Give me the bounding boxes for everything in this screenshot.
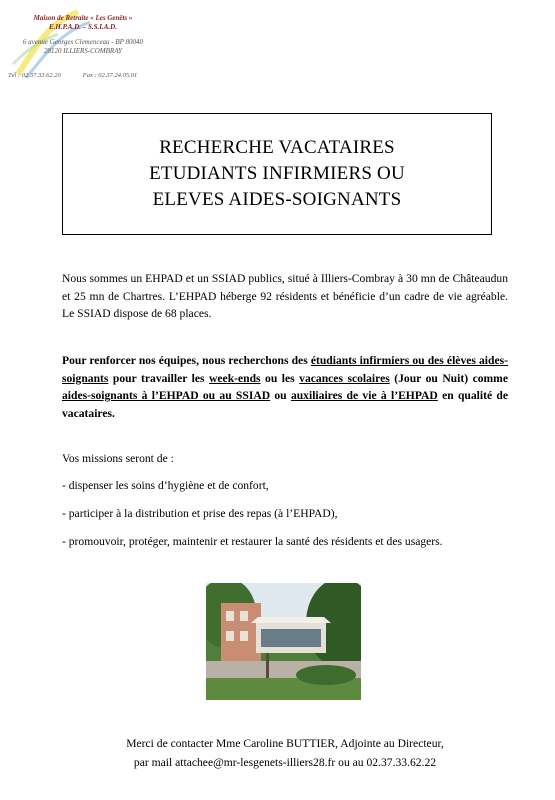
fax-number: Fax : 02.37.24.05.01 [82, 72, 138, 79]
title-box [62, 113, 492, 235]
intro-paragraph: Nous sommes un EHPAD et un SSIAD publics, situé à Illiers-Combray à 30 mn de Châteaudun et 25 mn de Chartres. L’EHPAD héberge 92 résidents et bénéficie d’un cadre de vie agréable. Le SSIAD dispose de 68 places. [62, 272, 508, 320]
contact-line-2: par mail attachee@mr-lesgenets-illiers28.fr ou au 02.37.33.62.22 [133, 756, 437, 769]
address-street: 6 avenue Georges Clemenceau - BP 80040 [22, 38, 144, 46]
contact-line-1: Merci de contacter Mme Caroline BUTTIER, Adjointe au Directeur, [126, 737, 444, 750]
offer-highlight-students: étudiants infirmiers ou des élèves aides-soignants [62, 354, 508, 385]
address-city: 28120 ILLIERS-COMBRAY [44, 47, 122, 55]
offer-text: ou les [260, 371, 300, 385]
offer-text: Pour renforcer nos équipes, nous recherchons des [62, 354, 311, 367]
offer-text: en qualité de vacataires. [62, 389, 509, 420]
org-name: Maison de Retraite « Les Genêts » [33, 14, 133, 22]
building-photo [206, 583, 361, 700]
offer-highlight-auxiliaries: auxiliaires de vie à l’EHPAD [290, 389, 438, 402]
title-line-2: ETUDIANTS INFIRMIERS OU [149, 163, 405, 184]
offer-text: pour travailler les [108, 371, 210, 385]
title-line-3: ELEVES AIDES-SOIGNANTS [152, 189, 402, 210]
title-line-1: RECHERCHE VACATAIRES [159, 137, 395, 158]
offer-paragraph [62, 352, 508, 422]
letterhead-contact [8, 72, 137, 79]
letterhead [8, 14, 158, 56]
missions-title: Vos missions seront de : [62, 452, 174, 465]
offer-highlight-weekends: week-ends [209, 371, 261, 385]
mission-item: - dispenser les soins d’hygiène et de confort, [62, 479, 269, 492]
org-type: E.H.P.A.D. – S.S.I.A.D. [49, 23, 117, 31]
offer-highlight-holidays: vacances scolaires [299, 371, 390, 385]
offer-text: ou [270, 389, 291, 402]
offer-highlight-caregivers: aides-soignants à l’EHPAD ou au SSIAD [62, 389, 271, 402]
offer-text: (Jour ou Nuit) comme [389, 371, 508, 385]
mission-item: - participer à la distribution et prise des repas (à l’EHPAD), [62, 507, 338, 520]
tel-number: Tél : 02.37.33.62.20 [8, 72, 61, 79]
mission-item: - promouvoir, protéger, maintenir et restaurer la santé des résidents et des usagers. [62, 535, 443, 548]
